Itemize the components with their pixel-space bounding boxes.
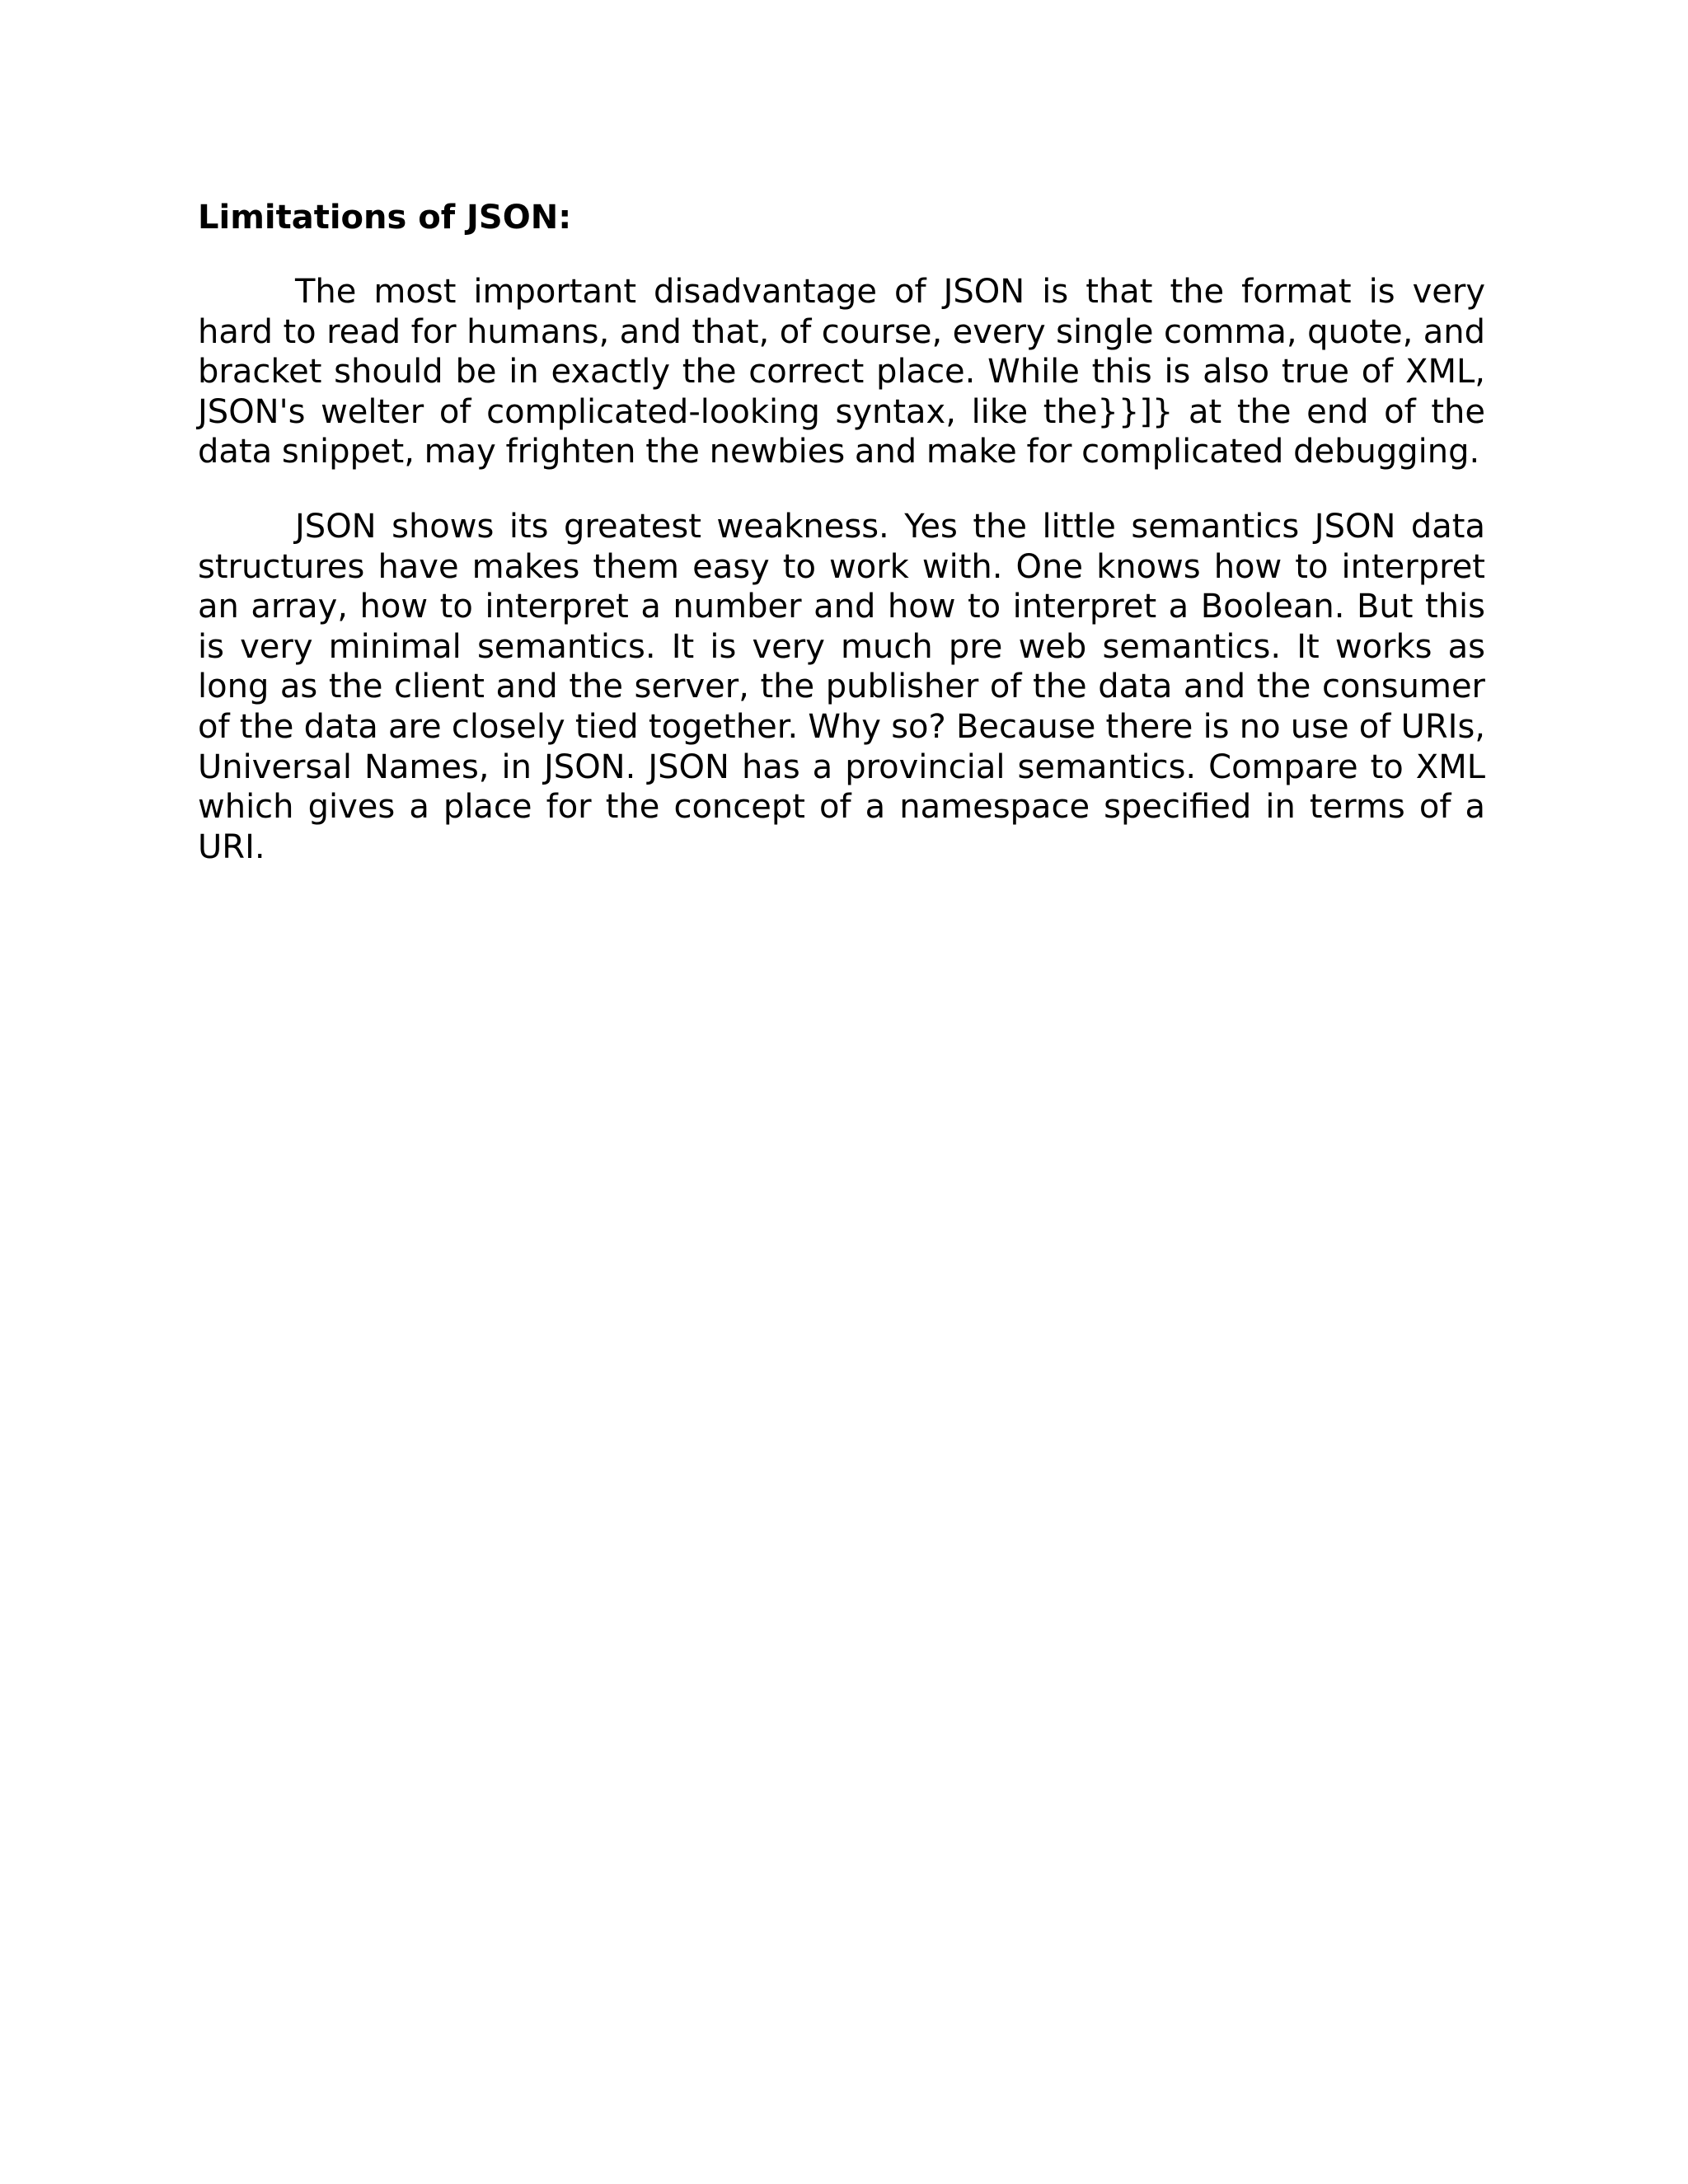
section-heading: Limitations of JSON:: [198, 199, 572, 237]
paragraph-disadvantage: The most important disadvantage of JSON is that the format is very hard to read for humans, and that, of course, every single comma, quote, and bracket should be in exactly the correct place. While this is also true of XML, JSON's welter of complicated-looking syntax, like the}}]} at the end of the data snippet, may frighten the newbies and make for complicated debugging.: [198, 273, 1485, 471]
document-page: [198, 198, 1485, 867]
paragraph-semantics: JSON shows its greatest weakness. Yes the little semantics JSON data structures have makes them easy to work with. One knows how to interpret an array, how to interpret a number and how to interpret a Boolean. But this is very minimal semantics. It is very much pre web semantics. It works as long as the client and the server, the publisher of the data and the consumer of the data are closely tied together. Why so? Because there is no use of URIs, Universal Names, in JSON. JSON has a provincial semantics. Compare to XML which gives a place for the concept of a namespace specified in terms of a URI.: [198, 507, 1485, 866]
